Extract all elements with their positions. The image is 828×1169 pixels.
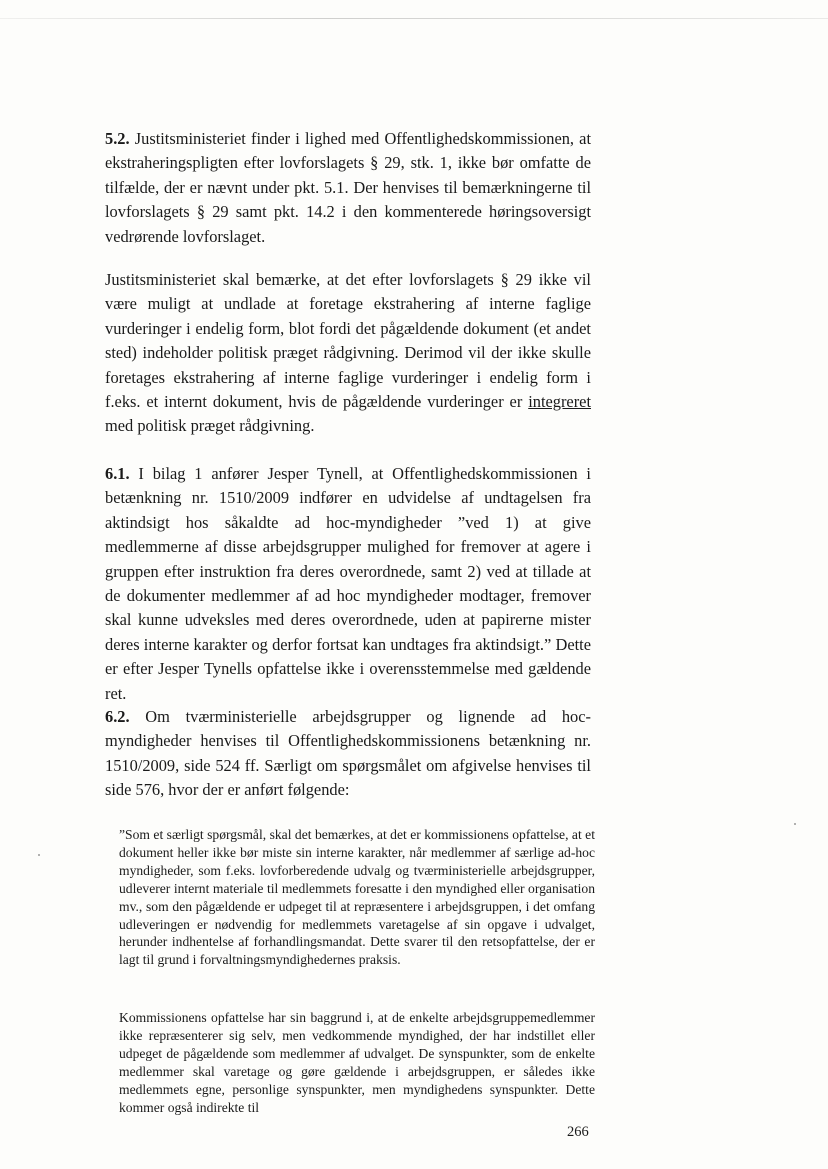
page-number: 266	[567, 1124, 589, 1140]
scan-edge-line	[0, 18, 828, 19]
paragraph-text: Justitsministeriet finder i lighed med Offentlighedskommissionen, at ekstraheringspligten efter lovforslagets § 29, stk. 1, ikke bør omfatte de tilfælde, der er nævnt under pkt. 5.1. Der henvises til bemærkningerne til lovforslagets § 29 samt pkt. 14.2 i den kommenterede høringsoversigt vedrørende lovforslaget.	[105, 129, 591, 246]
paragraph-5-2	[105, 127, 591, 249]
underlined-word: integreret	[528, 392, 591, 412]
paragraph-text: Om tværministerielle arbejdsgrupper og lignende ad hoc-myndigheder henvises til Offentlighedskommissionens betænkning nr. 1510/2009, side 524 ff. Særligt om spørgsmålet om afgivelse henvises til side 576, hvor der er anført følgende:	[105, 707, 591, 800]
scan-speck	[38, 854, 40, 856]
section-number: 6.1.	[105, 464, 130, 483]
paragraph-6-1	[105, 462, 591, 706]
section-number: 5.2.	[105, 129, 130, 148]
paragraph-text: I bilag 1 anfører Jesper Tynell, at Offentlighedskommissionen i betænkning nr. 1510/2009 indfører en udvidelse af undtagelsen fra aktindsigt hos såkaldte ad hoc-myndigheder ”ved 1) at give medlemmerne af disse arbejdsgrupper mulighed for fremover at agere i gruppen efter instruktion fra deres overordnede, samt 2) ved at tillade at de dokumenter medlemmer af ad hoc myndigheder modtager, fremover skal kunne udveksles med deres overordnede, uden at papirerne mister deres interne karakter og derfor fortsat kan undtages fra aktindsigt.” Dette er efter Jesper Tynells opfattelse ikke i overensstemmelse med gældende ret.	[105, 464, 591, 703]
paragraph-6-2	[105, 705, 591, 803]
quote-block-2: Kommissionens opfattelse har sin baggrund i, at de enkelte arbejdsgruppemedlemmer ikke repræsenterer sig selv, men vedkommende myndighed, der har indstillet eller udpeget de pågældende som medlemmer af udvalget. De synspunkter, som de enkelte medlemmer skal varetage og gøre gældende i arbejdsgruppen, er således ikke medlemmets egne, personlige synspunkter, men myndighedens synspunkter. Dette kommer også indirekte til	[119, 1010, 595, 1115]
paragraph-text: Justitsministeriet skal bemærke, at det efter lovforslagets § 29 ikke vil være muligt at undlade at foretage ekstrahering af interne faglige vurderinger i endelig form, blot fordi det pågældende dokument (et andet sted) indeholder politisk præget rådgivning. Derimod vil der ikke skulle foretages ekstrahering af interne faglige vurderinger i endelig form i f.eks. et internt dokument, hvis de pågældende vurderinger er	[105, 270, 591, 412]
paragraph-text-end: med politisk præget rådgivning.	[105, 416, 315, 436]
section-number: 6.2.	[105, 707, 130, 726]
paragraph-justitsministeriet	[105, 268, 591, 439]
quote-block-1: ”Som et særligt spørgsmål, skal det bemærkes, at det er kommissionens opfattelse, at et dokument heller ikke bør miste sin interne karakter, når medlemmer af særlige ad-hoc myndigheder, som f.eks. lovforberedende udvalg og tværministerielle arbejdsgrupper, udleverer internt materiale til medlemmets foresatte i den myndighed eller organisation mv., som den pågældende er udpeget til at repræsentere i arbejdsgruppen, i det omfang udleveringen er nødvendig for medlemmets varetagelse af sin opgave i udvalget, herunder indhentelse af forhandlingsmandat. Dette svarer til den retsopfattelse, der er lagt til grund i forvaltningsmyndighedernes praksis.	[119, 827, 595, 968]
scan-speck	[794, 823, 796, 825]
